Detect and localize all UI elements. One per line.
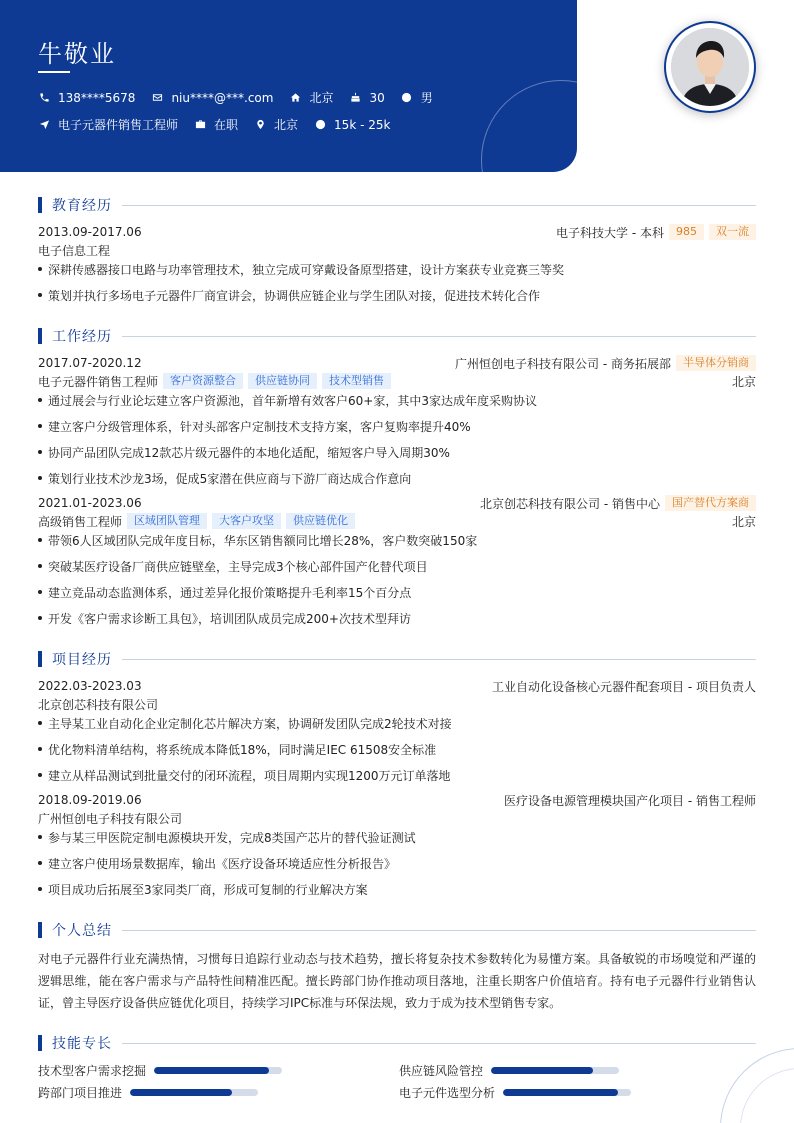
skill-item bbox=[38, 1062, 282, 1079]
list-item: 建立从样品测试到批量交付的闭环流程，项目周期内实现1200万元订单落地 bbox=[38, 768, 756, 784]
skill-bar-fill bbox=[130, 1089, 232, 1096]
phone-item bbox=[38, 91, 135, 105]
skill-name: 供应链风险管控 bbox=[399, 1064, 484, 1078]
skill-bar bbox=[154, 1067, 282, 1074]
salary-item bbox=[314, 118, 390, 132]
home-icon bbox=[289, 92, 301, 104]
list-item: 建立客户使用场景数据库，输出《医疗设备环境适应性分析报告》 bbox=[38, 856, 756, 872]
skill-tag: 供应链协同 bbox=[248, 373, 317, 389]
send-icon bbox=[38, 119, 50, 131]
skill-tag: 供应链优化 bbox=[286, 513, 355, 529]
mail-icon bbox=[151, 92, 163, 104]
work-date: 2021.01-2023.06 bbox=[38, 496, 142, 510]
contact-row bbox=[38, 89, 449, 106]
section-title-text: 教育经历 bbox=[52, 198, 112, 214]
skill-name: 电子元件选型分析 bbox=[399, 1086, 496, 1100]
work-header-row bbox=[38, 355, 756, 371]
company-badge: 半导体分销商 bbox=[676, 355, 756, 371]
list-item: 突破某医疗设备厂商供应链壁垒，主导完成3个核心部件国产化替代项目 bbox=[38, 559, 756, 575]
section-divider bbox=[122, 336, 756, 337]
work-title: 高级销售工程师 bbox=[38, 514, 123, 529]
section-divider bbox=[122, 205, 756, 206]
company-badge: 国产替代方案商 bbox=[665, 495, 756, 511]
list-item: 建立客户分级管理体系，针对头部客户定制技术支持方案，客户复购率提升40% bbox=[38, 419, 756, 435]
decorative-circle bbox=[481, 80, 577, 172]
work-company-group bbox=[480, 495, 756, 512]
skill-bar-fill bbox=[503, 1089, 618, 1096]
gender-text: 男 bbox=[420, 91, 433, 105]
section-education bbox=[38, 196, 756, 214]
project-company: 广州恒创电子科技有限公司 bbox=[38, 811, 183, 826]
salary-text: 15k - 25k bbox=[334, 117, 391, 132]
header-banner bbox=[0, 0, 577, 172]
project-company: 北京创芯科技有限公司 bbox=[38, 697, 159, 712]
project-date: 2022.03-2023.03 bbox=[38, 679, 142, 693]
section-divider bbox=[122, 930, 756, 931]
work-company: 北京创芯科技有限公司 - 销售中心 bbox=[480, 496, 660, 511]
project-date: 2018.09-2019.06 bbox=[38, 793, 142, 807]
education-major: 电子信息工程 bbox=[38, 243, 111, 258]
project-header-row bbox=[38, 792, 756, 808]
work-title: 电子元器件销售工程师 bbox=[38, 374, 159, 389]
section-skills bbox=[38, 1034, 756, 1052]
skill-name: 跨部门项目推进 bbox=[38, 1086, 123, 1100]
education-header-row bbox=[38, 224, 756, 240]
work-date: 2017.07-2020.12 bbox=[38, 356, 142, 370]
status-text: 在职 bbox=[214, 118, 239, 132]
section-title-text: 个人总结 bbox=[52, 923, 112, 939]
section-title-text: 工作经历 bbox=[52, 329, 112, 345]
project-name: 工业自动化设备核心元器件配套项目 - 项目负责人 bbox=[492, 679, 756, 694]
summary-text: 对电子元器件行业充满热情，习惯每日追踪行业动态与技术趋势，擅长将复杂技术参数转化为易懂方案。具备敏锐的市场嗅觉和严谨的逻辑思维，能在客户需求与产品特性间精准匹配。擅长跨部门协作推动项目落地，注重长期客户价值培育。持有电子元器件行业销售认证，曾主导医疗设备供应链优化项目，持续学习IPC标准与环保法规，致力于成为技术型销售专家。 bbox=[38, 952, 756, 1010]
briefcase-icon bbox=[194, 119, 206, 131]
gender-item bbox=[401, 89, 433, 106]
work-company-group bbox=[455, 355, 756, 372]
home-item bbox=[289, 89, 333, 106]
list-item: 优化物料清单结构，将系统成本降低18%，同时满足IEC 61508安全标准 bbox=[38, 742, 756, 758]
skill-tag: 区域团队管理 bbox=[127, 513, 207, 529]
list-item: 主导某工业自动化企业定制化芯片解决方案，协调研发团队完成2轮技术对接 bbox=[38, 716, 756, 732]
skill-tag: 客户资源整合 bbox=[163, 373, 243, 389]
list-item: 协同产品团队完成12款芯片级元器件的本地化适配，缩短客户导入周期30% bbox=[38, 445, 756, 461]
education-school: 电子科技大学 - 本科 bbox=[556, 225, 664, 240]
work-title-row bbox=[38, 513, 756, 529]
phone-icon bbox=[38, 92, 50, 104]
work-title-group bbox=[38, 373, 391, 390]
section-divider bbox=[122, 659, 756, 660]
skill-tag: 大客户攻坚 bbox=[212, 513, 281, 529]
section-title-text: 技能专长 bbox=[52, 1036, 112, 1052]
list-item: 开发《客户需求诊断工具包》，培训团队成员完成200+次技术型拜访 bbox=[38, 611, 756, 627]
section-marker bbox=[38, 922, 42, 938]
skill-item bbox=[38, 1084, 258, 1101]
avatar-ring bbox=[664, 21, 756, 113]
candidate-name: 牛敬业 bbox=[38, 40, 116, 68]
status-item bbox=[194, 116, 238, 133]
skill-bar bbox=[503, 1089, 631, 1096]
skill-bar bbox=[130, 1089, 258, 1096]
home-text: 北京 bbox=[309, 91, 334, 105]
job-text: 电子元器件销售工程师 bbox=[58, 118, 179, 132]
section-marker bbox=[38, 1035, 42, 1051]
skill-bar-fill bbox=[154, 1067, 269, 1074]
age-item bbox=[349, 91, 384, 105]
skill-tag: 技术型销售 bbox=[322, 373, 391, 389]
city-text: 北京 bbox=[274, 118, 299, 132]
avatar bbox=[671, 28, 749, 106]
section-work bbox=[38, 327, 756, 345]
cake-icon bbox=[349, 92, 361, 104]
skill-bar bbox=[491, 1067, 619, 1074]
list-item: 带领6人区域团队完成年度目标，华东区销售额同比增长28%，客户数突破150家 bbox=[38, 533, 756, 549]
list-item: 策划行业技术沙龙3场，促成5家潜在供应商与下游厂商达成合作意向 bbox=[38, 471, 756, 487]
work-title-group bbox=[38, 513, 355, 530]
skill-item bbox=[399, 1084, 631, 1101]
section-project bbox=[38, 650, 756, 668]
education-date: 2013.09-2017.06 bbox=[38, 225, 142, 239]
work-header-row bbox=[38, 495, 756, 511]
project-header-row bbox=[38, 678, 756, 694]
work-location: 北京 bbox=[731, 374, 756, 389]
skill-name: 技术型客户需求挖掘 bbox=[38, 1064, 147, 1078]
work-company: 广州恒创电子科技有限公司 - 商务拓展部 bbox=[455, 356, 671, 371]
list-item: 策划并执行多场电子元器件厂商宣讲会，协调供应链企业与学生团队对接，促进技术转化合作 bbox=[38, 288, 756, 304]
project-company-row bbox=[38, 696, 756, 712]
name-underline bbox=[38, 71, 70, 73]
section-marker bbox=[38, 197, 42, 213]
education-tag: 双一流 bbox=[709, 224, 756, 240]
list-item: 深耕传感器接口电路与功率管理技术，独立完成可穿戴设备原型搭建，设计方案获专业竞赛三等奖 bbox=[38, 262, 756, 278]
age-text: 30 bbox=[369, 90, 385, 105]
skill-bar-fill bbox=[491, 1067, 593, 1074]
section-title-text: 项目经历 bbox=[52, 652, 112, 668]
section-marker bbox=[38, 651, 42, 667]
project-company-row bbox=[38, 810, 756, 826]
list-item: 参与某三甲医院定制电源模块开发，完成8类国产芯片的替代验证测试 bbox=[38, 830, 756, 846]
job-item bbox=[38, 116, 178, 133]
section-divider bbox=[122, 1043, 756, 1044]
location-icon bbox=[254, 119, 266, 131]
section-marker bbox=[38, 328, 42, 344]
job-row bbox=[38, 116, 406, 133]
education-school-group bbox=[556, 224, 756, 241]
education-tag: 985 bbox=[669, 224, 704, 240]
section-summary bbox=[38, 921, 756, 939]
education-major-row bbox=[38, 242, 756, 258]
email-text: niu****@***.com bbox=[171, 90, 274, 105]
money-icon bbox=[314, 119, 326, 131]
work-location: 北京 bbox=[731, 514, 756, 529]
gender-icon bbox=[401, 92, 413, 104]
skill-item bbox=[399, 1062, 619, 1079]
list-item: 项目成功后拓展至3家同类厂商，形成可复制的行业解决方案 bbox=[38, 882, 756, 898]
phone-text: 138****5678 bbox=[58, 90, 136, 105]
list-item: 通过展会与行业论坛建立客户资源池，首年新增有效客户60+家，其中3家达成年度采购协议 bbox=[38, 393, 756, 409]
email-item bbox=[151, 91, 273, 105]
city-item bbox=[254, 116, 298, 133]
list-item: 建立竞品动态监测体系，通过差异化报价策略提升毛利率15个百分点 bbox=[38, 585, 756, 601]
project-name: 医疗设备电源管理模块国产化项目 - 销售工程师 bbox=[504, 793, 756, 808]
work-title-row bbox=[38, 373, 756, 389]
